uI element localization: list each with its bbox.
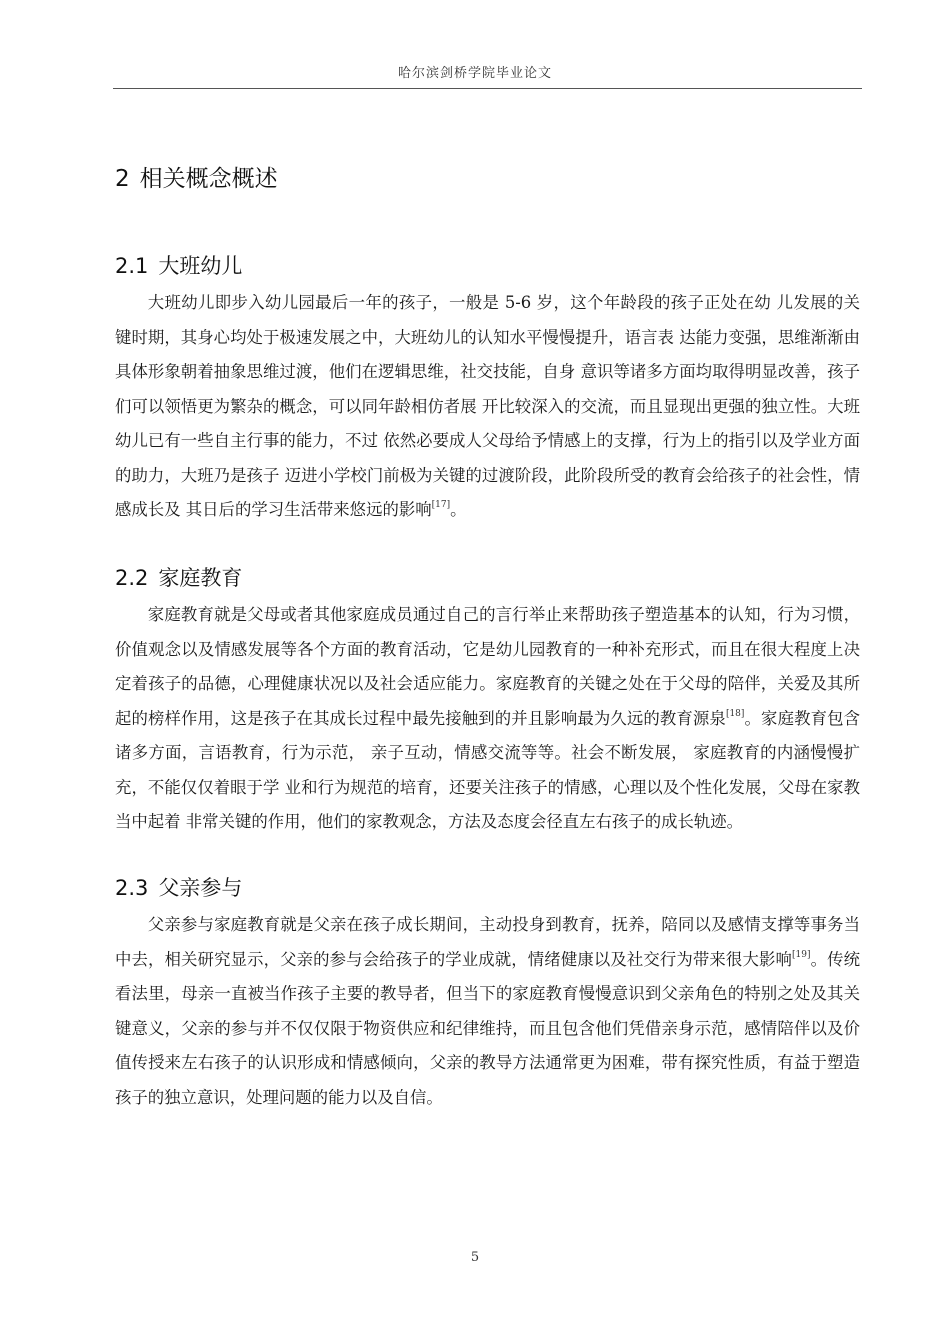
section-heading-2-2 xyxy=(115,562,242,592)
section-number: 2.3 xyxy=(115,876,149,900)
paragraph-text: 家庭教育就是父母或者其他家庭成员通过自己的言行举止来帮助孩子塑造基本的认知，行为习惯，价值观念以及情感发展等各个方面的教育活动，它是幼儿园教育的一种补充形式，而且在很大程度上决定着孩子的品德，心理健康状况以及社会适应能力。家庭教育的关键之处在于父母的陪伴，关爱及其所起的榜样作用，这是孩子在其成长过程中最先接触到的并且影响最为久远的教育源泉 xyxy=(115,605,860,728)
chapter-heading xyxy=(115,160,278,193)
chapter-number: 2 xyxy=(115,166,130,192)
section-heading-2-3 xyxy=(115,872,242,902)
section-paragraph-2-2 xyxy=(115,598,860,840)
paragraph-text: 大班幼儿即步入幼儿园最后一年的孩子，一般是 5-6 岁，这个年龄段的孩子正处在幼 儿发展的关键时期，其身心均处于极速发展之中，大班幼儿的认知水平慢慢提升，语言表 达能力变强，思维渐渐由具体形象朝着抽象思维过渡，他们在逻辑思维，社交技能，自身 意识等诸多方面均取得明显改善，孩子们可以领悟更为繁杂的概念，可以同年龄相仿者展 开比较深入的交流，而且显现出更强的独立性。大班幼儿已有一些自主行事的能力，不过 依然必要成人父母给予情感上的支撑，行为上的指引以及学业方面的助力，大班乃是孩子 迈进小学校门前极为关键的过渡阶段，此阶段所受的教育会给孩子的社会性，情感成长及 其日后的学习生活带来悠远的影响 xyxy=(115,293,860,519)
section-title: 大班幼儿 xyxy=(158,254,243,278)
paragraph-text-tail: 。传统看法里，母亲一直被当作孩子主要的教导者，但当下的家庭教育慢慢意识到父亲角色的特别之处及其关键意义，父亲的参与并不仅仅限于物资供应和纪律维持，而且包含他们凭借亲身示范，感情陪伴以及价值传授来左右孩子的认识形成和情感倾向，父亲的教导方法通常更为困难，带有探究性质，有益于塑造孩子的独立意识，处理问题的能力以及自信。 xyxy=(115,949,861,1107)
page-number: 5 xyxy=(470,1250,480,1265)
section-number: 2.1 xyxy=(115,254,149,278)
section-title: 家庭教育 xyxy=(158,566,243,590)
section-number: 2.2 xyxy=(115,566,149,590)
chapter-title: 相关概念概述 xyxy=(139,166,278,192)
paragraph-text: 父亲参与家庭教育就是父亲在孩子成长期间，主动投身到教育，抚养，陪同以及感情支撑等事务当中去，相关研究显示，父亲的参与会给孩子的学业成就，情绪健康以及社交行为带来很大影响 xyxy=(115,915,860,969)
paragraph-text-tail: 。 xyxy=(450,500,467,519)
running-header: 哈尔滨剑桥学院毕业论文 xyxy=(397,66,552,81)
paragraph-text-tail: 。家庭教育包含诸多方面，言语教育，行为示范， 亲子互动，情感交流等等。社会不断发展， 家庭教育的内涵慢慢扩充，不能仅仅着眼于学 业和行为规范的培育，还要关注孩子的情感，心理以及个性化发展，父母在家教当中起着 非常关键的作用，他们的家教观念，方法及态度会径直左右孩子的成长轨迹。 xyxy=(115,708,861,831)
citation-marker: [19] xyxy=(791,949,811,960)
section-paragraph-2-3 xyxy=(115,908,860,1115)
section-heading-2-1 xyxy=(115,250,242,280)
citation-marker: [17] xyxy=(431,500,451,510)
citation-marker: [18] xyxy=(725,708,745,719)
header-divider xyxy=(113,88,862,89)
section-paragraph-2-1 xyxy=(115,286,860,528)
section-title: 父亲参与 xyxy=(158,876,243,900)
